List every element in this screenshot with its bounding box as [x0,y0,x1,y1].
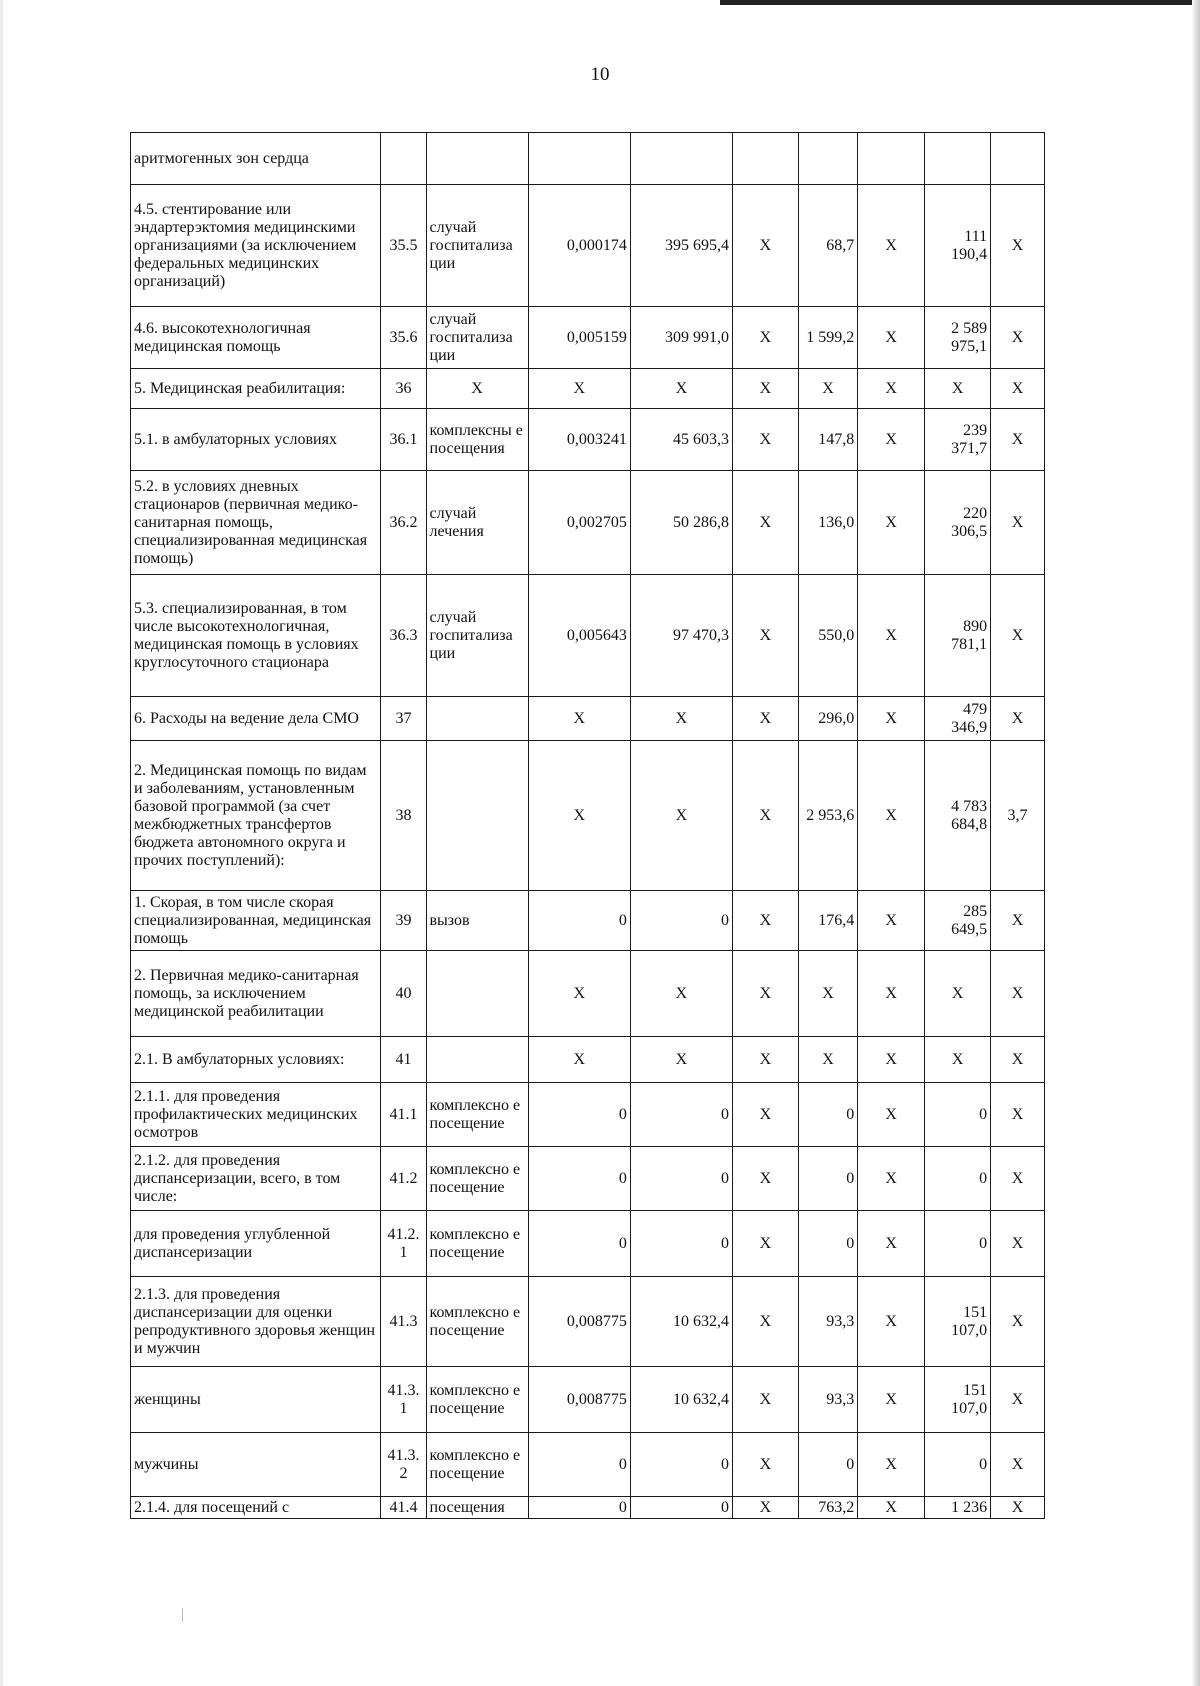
row-name-cell: женщины [131,1367,381,1433]
row-total-cell: 239 371,7 [925,409,991,471]
row-cost-norm-cell: 97 470,3 [630,575,732,697]
row-name-cell: 5.1. в амбулаторных условиях [131,409,381,471]
row-cost-norm-cell: 309 991,0 [630,307,732,369]
row-col-budget-total-cell: X [858,891,925,951]
row-cost-norm-cell: 0 [630,1433,732,1497]
table-row [131,369,1045,409]
row-name-cell: аритмогенных зон сердца [131,133,381,185]
row-unit-cell: комплексно е посещение [426,1367,528,1433]
row-total-cell: X [925,951,991,1037]
row-total-cell: 890 781,1 [925,575,991,697]
row-cost-norm-cell: X [630,697,732,741]
table-row [131,951,1045,1037]
row-code-cell [381,133,426,185]
row-unit-cell: случай госпитализа ции [426,185,528,307]
row-per-capita-cell: 2 953,6 [798,741,857,891]
row-cost-norm-cell: X [630,951,732,1037]
row-standard-volume-cell [528,133,630,185]
row-percent-cell: X [991,471,1045,575]
row-col-budget-total-cell: X [858,369,925,409]
row-unit-cell: случай лечения [426,471,528,575]
row-cost-norm-cell: 10 632,4 [630,1277,732,1367]
row-code-cell: 41.3.2 [381,1433,426,1497]
row-percent-cell: X [991,575,1045,697]
row-percent-cell: 3,7 [991,741,1045,891]
row-total-cell: 4 783 684,8 [925,741,991,891]
row-per-capita-cell: 68,7 [798,185,857,307]
row-per-capita-cell: 0 [798,1147,857,1211]
row-unit-cell: случай госпитализа ции [426,307,528,369]
row-col-budget-total-cell: X [858,471,925,575]
row-col-budget-cell: X [732,891,798,951]
row-col-budget-total-cell: X [858,1277,925,1367]
row-code-cell: 40 [381,951,426,1037]
row-total-cell: 2 589 975,1 [925,307,991,369]
row-standard-volume-cell: 0,003241 [528,409,630,471]
scan-right-edge [1192,0,1200,1686]
row-col-budget-total-cell: X [858,1037,925,1083]
row-code-cell: 36.3 [381,575,426,697]
row-per-capita-cell: 93,3 [798,1277,857,1367]
row-col-budget-cell: X [732,1147,798,1211]
row-percent-cell: X [991,891,1045,951]
row-unit-cell: комплексно е посещение [426,1277,528,1367]
row-code-cell: 35.6 [381,307,426,369]
row-col-budget-total-cell: X [858,575,925,697]
row-name-cell: 2. Медицинская помощь по видам и заболеваниям, установленным базовой программой (за счет межбюджетных трансфертов бюджета автономного округа и прочих поступлений): [131,741,381,891]
row-col-budget-cell: X [732,471,798,575]
row-col-budget-total-cell: X [858,185,925,307]
table-row [131,1147,1045,1211]
scan-top-edge-line [720,0,1200,5]
row-per-capita-cell: X [798,369,857,409]
row-standard-volume-cell: 0 [528,1147,630,1211]
row-standard-volume-cell: X [528,741,630,891]
row-name-cell: 6. Расходы на ведение дела СМО [131,697,381,741]
row-percent-cell: X [991,1037,1045,1083]
row-per-capita-cell [798,133,857,185]
row-standard-volume-cell: 0,008775 [528,1367,630,1433]
row-col-budget-cell: X [732,575,798,697]
row-total-cell: 220 306,5 [925,471,991,575]
row-cost-norm-cell: 0 [630,891,732,951]
row-standard-volume-cell: X [528,951,630,1037]
table-row [131,1433,1045,1497]
row-standard-volume-cell: 0 [528,1497,630,1519]
row-total-cell: 285 649,5 [925,891,991,951]
row-percent-cell: X [991,1433,1045,1497]
row-total-cell: X [925,369,991,409]
row-cost-norm-cell: X [630,369,732,409]
row-code-cell: 41 [381,1037,426,1083]
row-percent-cell: X [991,1277,1045,1367]
row-col-budget-total-cell: X [858,409,925,471]
row-col-budget-cell: X [732,741,798,891]
row-unit-cell: комплексны е посещения [426,409,528,471]
row-code-cell: 41.2 [381,1147,426,1211]
row-col-budget-cell: X [732,1433,798,1497]
row-cost-norm-cell: X [630,1037,732,1083]
row-per-capita-cell: 147,8 [798,409,857,471]
row-per-capita-cell: 0 [798,1083,857,1147]
row-unit-cell: X [426,369,528,409]
row-standard-volume-cell: 0 [528,1211,630,1277]
row-percent-cell: X [991,409,1045,471]
row-unit-cell: вызов [426,891,528,951]
row-code-cell: 35.5 [381,185,426,307]
row-name-cell: мужчины [131,1433,381,1497]
row-col-budget-total-cell: X [858,741,925,891]
row-total-cell: 0 [925,1147,991,1211]
row-name-cell: 2. Первичная медико-санитарная помощь, за исключением медицинской реабилитации [131,951,381,1037]
row-standard-volume-cell: 0,002705 [528,471,630,575]
row-total-cell: 479 346,9 [925,697,991,741]
row-unit-cell [426,741,528,891]
row-cost-norm-cell: 50 286,8 [630,471,732,575]
row-unit-cell: комплексно е посещение [426,1433,528,1497]
row-unit-cell: комплексно е посещение [426,1211,528,1277]
row-cost-norm-cell: X [630,741,732,891]
row-standard-volume-cell: 0,005159 [528,307,630,369]
row-per-capita-cell: 0 [798,1211,857,1277]
row-standard-volume-cell: 0,005643 [528,575,630,697]
row-name-cell: 1. Скорая, в том числе скорая специализированная, медицинская помощь [131,891,381,951]
page-number: 10 [590,64,610,85]
row-col-budget-cell: X [732,185,798,307]
row-percent-cell: X [991,951,1045,1037]
row-name-cell: 2.1.3. для проведения диспансеризации для оценки репродуктивного здоровья женщин и мужчин [131,1277,381,1367]
row-per-capita-cell: X [798,951,857,1037]
row-standard-volume-cell: 0 [528,891,630,951]
row-total-cell: 1 236 [925,1497,991,1519]
row-code-cell: 41.3 [381,1277,426,1367]
table-row [131,185,1045,307]
row-cost-norm-cell [630,133,732,185]
table-body [131,133,1045,1519]
row-percent-cell: X [991,185,1045,307]
row-col-budget-total-cell: X [858,307,925,369]
row-col-budget-cell: X [732,1083,798,1147]
row-code-cell: 41.4 [381,1497,426,1519]
row-name-cell: 2.1.2. для проведения диспансеризации, всего, в том числе: [131,1147,381,1211]
row-col-budget-cell: X [732,1211,798,1277]
row-per-capita-cell: 296,0 [798,697,857,741]
table-row [131,891,1045,951]
row-unit-cell [426,951,528,1037]
row-standard-volume-cell: 0 [528,1083,630,1147]
scan-mark [182,1608,183,1622]
row-percent-cell: X [991,1083,1045,1147]
row-standard-volume-cell: 0 [528,1433,630,1497]
row-col-budget-total-cell: X [858,1433,925,1497]
table-row [131,1277,1045,1367]
row-col-budget-total-cell: X [858,951,925,1037]
row-code-cell: 38 [381,741,426,891]
row-standard-volume-cell: 0,000174 [528,185,630,307]
row-col-budget-total-cell: X [858,1211,925,1277]
row-code-cell: 36.1 [381,409,426,471]
row-per-capita-cell: 176,4 [798,891,857,951]
row-per-capita-cell: 550,0 [798,575,857,697]
row-percent-cell: X [991,1211,1045,1277]
row-standard-volume-cell: X [528,1037,630,1083]
row-unit-cell [426,133,528,185]
table-row [131,697,1045,741]
table-row [131,741,1045,891]
row-col-budget-cell [732,133,798,185]
row-cost-norm-cell: 10 632,4 [630,1367,732,1433]
row-unit-cell: комплексно е посещение [426,1147,528,1211]
row-col-budget-total-cell: X [858,1083,925,1147]
scan-left-edge [0,0,3,1686]
row-unit-cell: посещения [426,1497,528,1519]
row-per-capita-cell: X [798,1037,857,1083]
row-unit-cell [426,697,528,741]
row-total-cell: 0 [925,1211,991,1277]
table-container [130,132,1045,1519]
row-name-cell: 4.6. высокотехнологичная медицинская помощь [131,307,381,369]
row-code-cell: 37 [381,697,426,741]
row-cost-norm-cell: 0 [630,1211,732,1277]
table-row [131,575,1045,697]
row-percent-cell: X [991,1367,1045,1433]
row-name-cell: 2.1. В амбулаторных условиях: [131,1037,381,1083]
row-per-capita-cell: 0 [798,1433,857,1497]
row-percent-cell: X [991,1147,1045,1211]
row-code-cell: 41.1 [381,1083,426,1147]
row-percent-cell: X [991,697,1045,741]
row-percent-cell [991,133,1045,185]
row-col-budget-cell: X [732,1367,798,1433]
table-row [131,1037,1045,1083]
row-name-cell: 5.2. в условиях дневных стационаров (первичная медико-санитарная помощь, специализированная медицинская помощь) [131,471,381,575]
row-unit-cell: случай госпитализа ции [426,575,528,697]
row-col-budget-cell: X [732,369,798,409]
row-col-budget-cell: X [732,307,798,369]
row-code-cell: 41.3.1 [381,1367,426,1433]
row-cost-norm-cell: 395 695,4 [630,185,732,307]
row-col-budget-cell: X [732,951,798,1037]
row-standard-volume-cell: X [528,697,630,741]
row-total-cell: 151 107,0 [925,1277,991,1367]
medical-care-table [130,132,1045,1519]
table-row [131,1083,1045,1147]
row-code-cell: 39 [381,891,426,951]
row-col-budget-total-cell: X [858,697,925,741]
row-percent-cell: X [991,369,1045,409]
row-total-cell [925,133,991,185]
row-cost-norm-cell: 0 [630,1497,732,1519]
row-col-budget-cell: X [732,1277,798,1367]
row-standard-volume-cell: 0,008775 [528,1277,630,1367]
row-name-cell: 4.5. стентирование или эндартерэктомия медицинскими организациями (за исключением федеральных медицинских организаций) [131,185,381,307]
row-total-cell: 111 190,4 [925,185,991,307]
row-standard-volume-cell: X [528,369,630,409]
table-row [131,1497,1045,1519]
row-per-capita-cell: 93,3 [798,1367,857,1433]
row-name-cell: 2.1.1. для проведения профилактических медицинских осмотров [131,1083,381,1147]
row-col-budget-total-cell: X [858,1147,925,1211]
row-name-cell: 2.1.4. для посещений с [131,1497,381,1519]
table-row [131,409,1045,471]
row-per-capita-cell: 1 599,2 [798,307,857,369]
row-col-budget-cell: X [732,1497,798,1519]
row-cost-norm-cell: 0 [630,1083,732,1147]
row-total-cell: X [925,1037,991,1083]
row-unit-cell: комплексно е посещение [426,1083,528,1147]
row-code-cell: 36.2 [381,471,426,575]
row-unit-cell [426,1037,528,1083]
row-percent-cell: X [991,307,1045,369]
row-name-cell: 5. Медицинская реабилитация: [131,369,381,409]
table-row [131,471,1045,575]
row-col-budget-total-cell [858,133,925,185]
row-code-cell: 41.2.1 [381,1211,426,1277]
table-row [131,1367,1045,1433]
row-total-cell: 151 107,0 [925,1367,991,1433]
row-per-capita-cell: 763,2 [798,1497,857,1519]
row-col-budget-cell: X [732,697,798,741]
row-name-cell: для проведения углубленной диспансеризации [131,1211,381,1277]
table-row [131,1211,1045,1277]
row-cost-norm-cell: 45 603,3 [630,409,732,471]
row-per-capita-cell: 136,0 [798,471,857,575]
row-col-budget-total-cell: X [858,1497,925,1519]
row-code-cell: 36 [381,369,426,409]
table-row [131,133,1045,185]
row-col-budget-cell: X [732,409,798,471]
row-total-cell: 0 [925,1433,991,1497]
row-col-budget-total-cell: X [858,1367,925,1433]
table-row [131,307,1045,369]
row-name-cell: 5.3. специализированная, в том числе высокотехнологичная, медицинская помощь в условиях круглосуточного стационара [131,575,381,697]
row-col-budget-cell: X [732,1037,798,1083]
row-total-cell: 0 [925,1083,991,1147]
row-percent-cell: X [991,1497,1045,1519]
row-cost-norm-cell: 0 [630,1147,732,1211]
